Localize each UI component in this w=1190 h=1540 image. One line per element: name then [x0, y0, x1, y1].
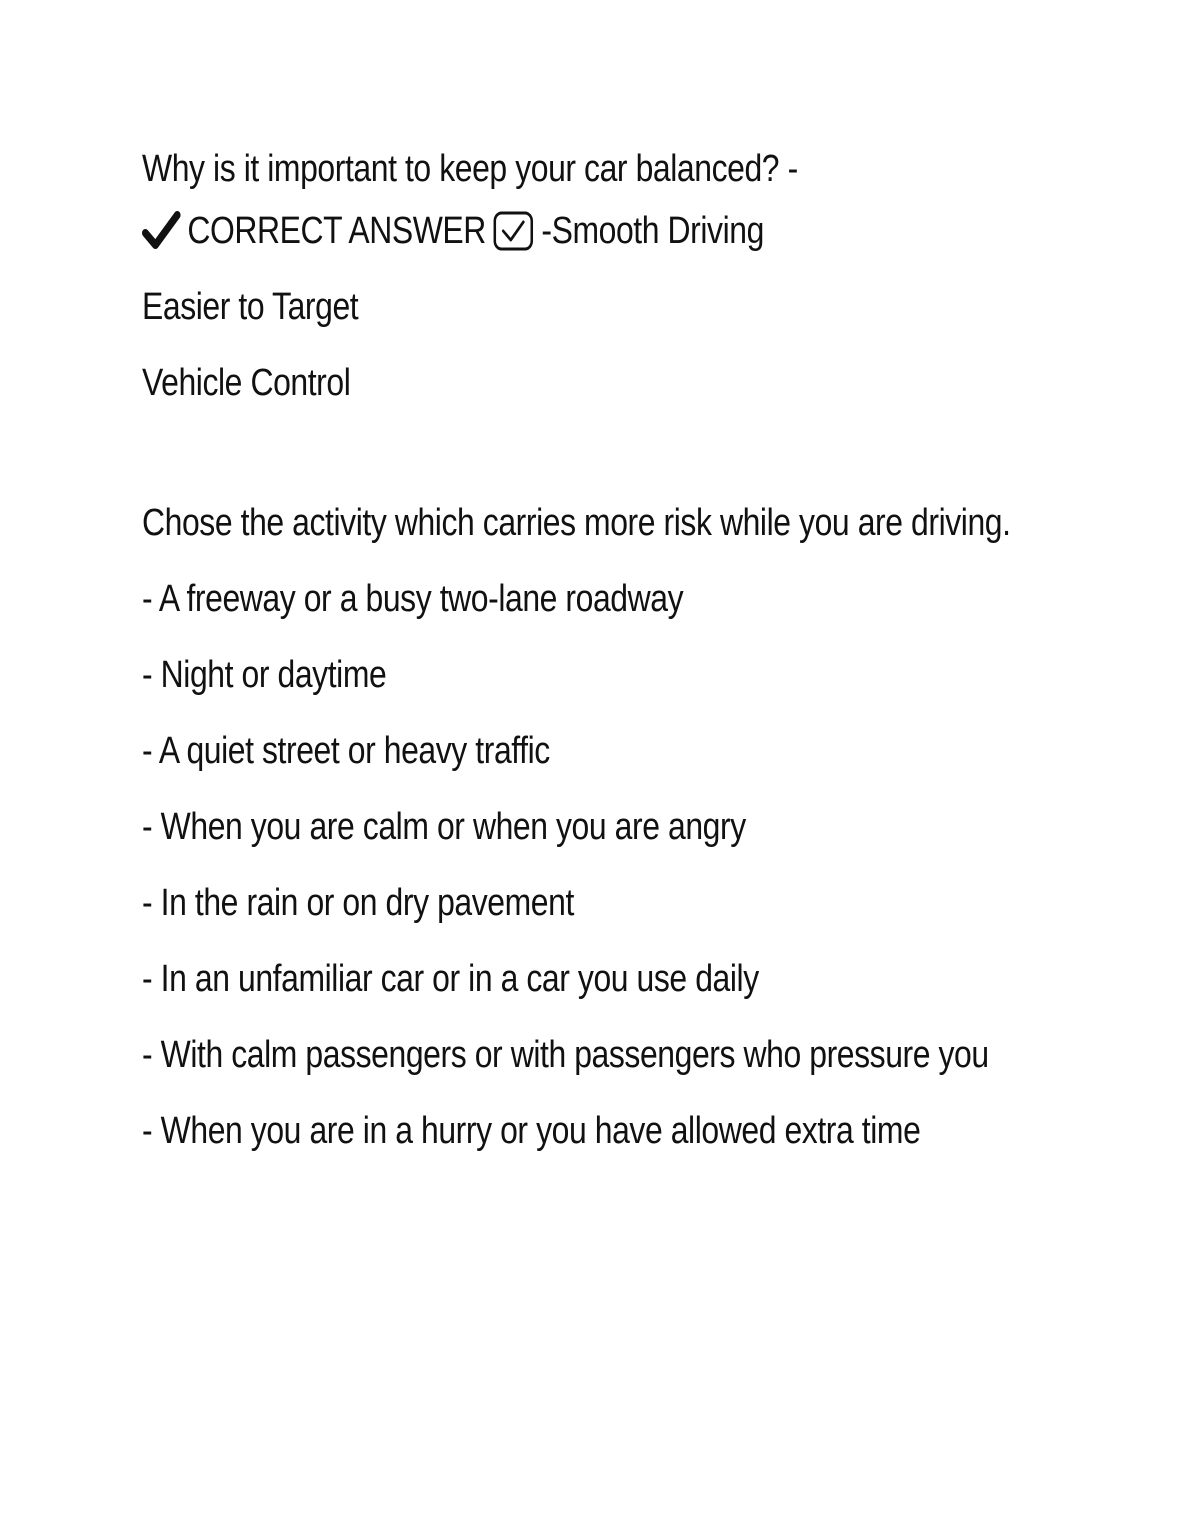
list-item: - With calm passengers or with passengers who pressure you	[142, 1034, 989, 1076]
list-item: - In an unfamiliar car or in a car you use daily	[142, 958, 759, 1000]
answer-vehicle-control: Vehicle Control	[142, 362, 351, 404]
list-item: - In the rain or on dry pavement	[142, 882, 574, 924]
list-item: - A quiet street or heavy traffic	[142, 730, 550, 772]
list-item: - When you are in a hurry or you have allowed extra time	[142, 1110, 921, 1152]
heavy-check-mark-icon	[142, 211, 181, 251]
question-2-text: Chose the activity which carries more risk while you are driving.	[142, 502, 1011, 544]
list-item: - When you are calm or when you are angry	[142, 806, 746, 848]
correct-answer-label: CORRECT ANSWER	[187, 210, 486, 252]
question-1-text: Why is it important to keep your car balanced? -	[142, 148, 798, 190]
answer-smooth-driving: -Smooth Driving	[541, 210, 764, 252]
list-item: - A freeway or a busy two-lane roadway	[142, 578, 684, 620]
list-item: - Night or daytime	[142, 654, 387, 696]
checked-box-icon	[493, 210, 535, 252]
document-page	[142, 138, 1022, 1162]
answer-easier-to-target: Easier to Target	[142, 286, 359, 328]
question-1-answer-row	[142, 200, 881, 262]
